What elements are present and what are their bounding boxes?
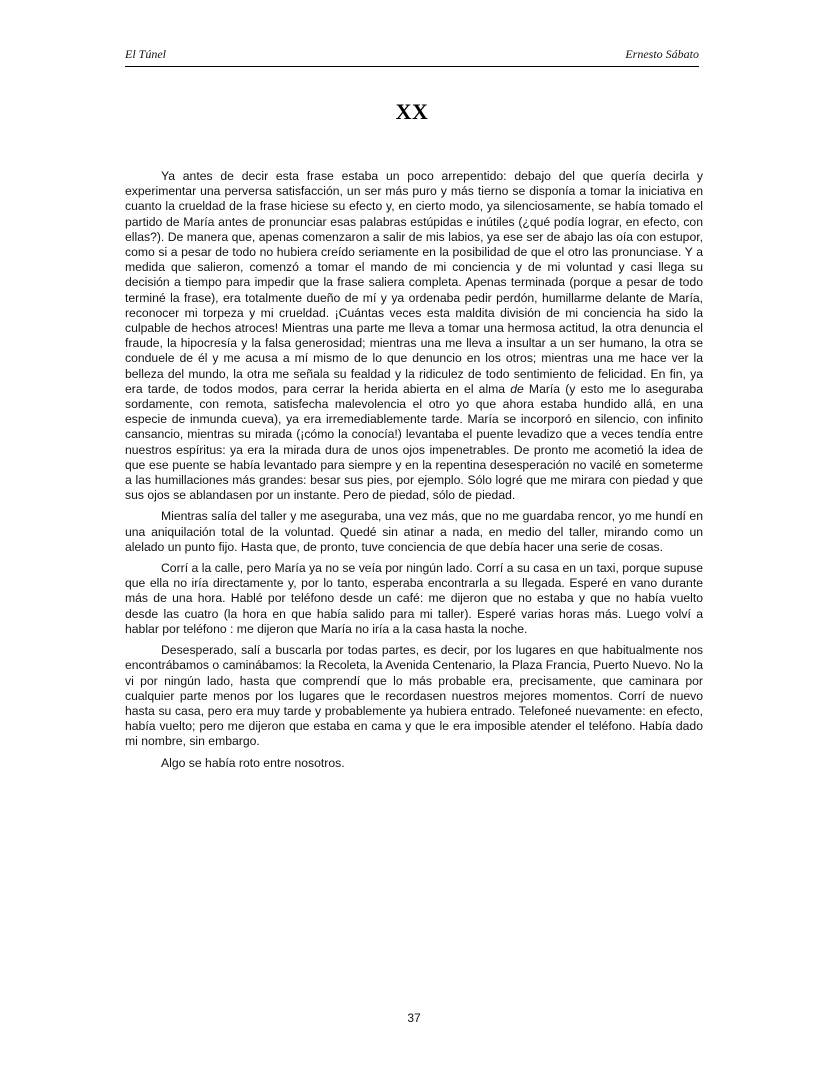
- chapter-body: [125, 169, 703, 777]
- header-book-title: El Túnel: [125, 47, 166, 61]
- paragraph-3: Corrí a la calle, pero María ya no se veía por ningún lado. Corrí a su casa en un taxi, porque supuse que ella no iría directamente y, por lo tanto, esperaba encontrarla a su llegada. Esperé en vano durante más de una hora. Hablé por teléfono desde un café: me dijeron que no estaba y que no había vuelto desde las cuatro (la hora en que había salido para mi taller). Esperé varias horas más. Luego volví a hablar por teléfono : me dijeron que María no iría a la casa hasta la noche.: [125, 561, 703, 636]
- paragraph-1-text-a: Ya antes de decir esta frase estaba un poco arrepentido: debajo del que quería decirla y experimentar una perversa satisfacción, un ser más puro y más tierno se disponía a tomar la iniciativa en cuanto la crueldad de la frase hiciese su efecto y, en cierto modo, ya silenciosamente, se había tomado el partido de María antes de pronunciar esas palabras estúpidas e inútiles (¿qué podía lograr, en efecto, con ellas?). De manera que, apenas comenzaron a salir de mis labios, ya ese ser de abajo las oía con estupor, como si a pesar de todo no hubiera creído seriamente en la posibilidad de que el otro las pronunciase. Y a medida que salieron, comenzó a tomar el mando de mi conciencia y de mi voluntad y casi llega su decisión a tiempo para impedir que la frase saliera completa. Apenas terminada (porque a pesar de todo terminé la frase), era totalmente dueño de mí y ya ordenaba pedir perdón, humillarme delante de María, reconocer mi torpeza y mi crueldad. ¡Cuántas veces esta maldita división de mi conciencia ha sido la culpable de hechos atroces! Mientras una parte me lleva a tomar una hermosa actitud, la otra denuncia el fraude, la hipocresía y la falsa generosidad; mientras una me lleva a insultar a un ser humano, la otra se conduele de él y me acusa a mí mismo de lo que denuncio en los otros; mientras una me hace ver la belleza del mundo, la otra me señala su fealdad y la ridiculez de todo sentimiento de felicidad. En fin, ya era tarde, de todos modos, para cerrar la herida abierta en el alma: [125, 169, 703, 396]
- paragraph-4: Desesperado, salí a buscarla por todas partes, es decir, por los lugares en que habitualmente nos encontrábamos o caminábamos: la Recoleta, la Avenida Centenario, la Plaza Francia, Puerto Nuevo. No la vi por ningún lado, hasta que comprendí que lo más probable era, precisamente, que caminara por cualquier parte menos por los lugares que le recordasen nuestros mejores momentos. Corrí de nuevo hasta su casa, pero era muy tarde y probablemente ya hubiera entrado. Telefoneé nuevamente: en efecto, había vuelto; pero me dijeron que estaba en cama y que le era imposible atender el teléfono. Había dado mi nombre, sin embargo.: [125, 643, 703, 749]
- paragraph-1-emphasis: de: [510, 381, 524, 396]
- paragraph-1: [125, 169, 703, 503]
- chapter-heading: XX: [395, 99, 429, 124]
- page-number: 37: [407, 1011, 421, 1025]
- header-author: Ernesto Sábato: [625, 47, 699, 61]
- paragraph-1-text-b: María (y esto me lo aseguraba sordamente, con remota, satisfecha malevolencia el otro yo que ahora estaba hundido allá, en una especie de inmunda cueva), ya era irremediablemente tarde. María se incorporó en silencio, con infinito cansancio, mientras su mirada (¡cómo la conocía!) levantaba el puente levadizo que a veces tendía entre nuestros espíritus: ya era la mirada dura de unos ojos impenetrables. De pronto me acometió la idea de que ese puente se había levantado para siempre y en la repentina desesperación no vacilé en someterme a las humillaciones más grandes: besar sus pies, por ejemplo. Sólo logré que me mirara con piedad y que sus ojos se ablandasen por un instante. Pero de piedad, sólo de piedad.: [125, 381, 703, 503]
- running-header: [125, 44, 699, 67]
- paragraph-2: Mientras salía del taller y me aseguraba, una vez más, que no me guardaba rencor, yo me hundí en una aniquilación total de la voluntad. Quedé sin atinar a nada, en medio del taller, mirando como un alelado un punto fijo. Hasta que, de pronto, tuve conciencia de que debía hacer una serie de cosas.: [125, 509, 703, 554]
- paragraph-5: Algo se había roto entre nosotros.: [161, 755, 345, 770]
